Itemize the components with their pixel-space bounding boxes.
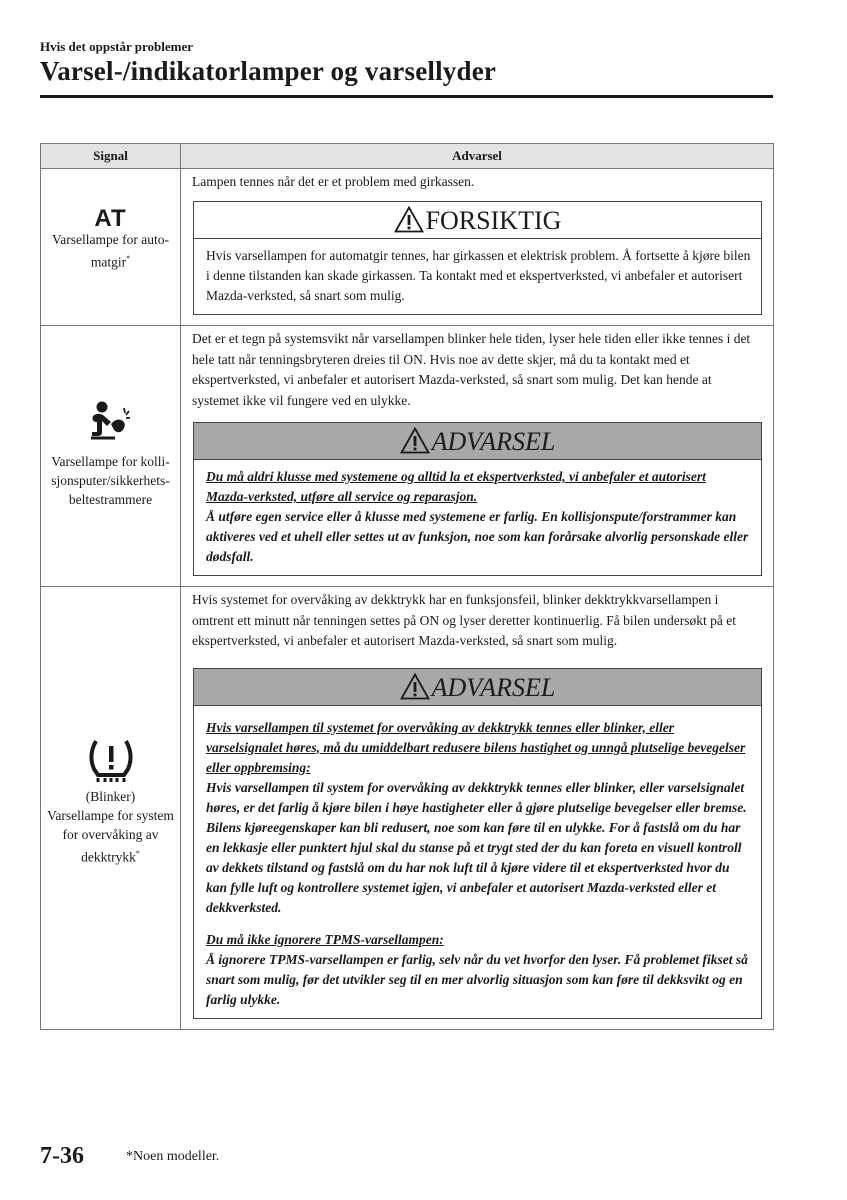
signal-caption: Varsellampe for auto- xyxy=(52,232,169,247)
warning-header xyxy=(194,423,761,460)
signal-caption: Varsellampe for system xyxy=(47,808,174,823)
warning-cell xyxy=(181,587,774,1030)
caution-header xyxy=(194,202,761,239)
signal-cell xyxy=(41,587,181,1030)
page-title: Varsel-/indikatorlamper og varsellyder xyxy=(40,56,497,86)
signal-caption: sjonsputer/sikkerhets- xyxy=(51,473,170,488)
warning-cell xyxy=(181,169,774,326)
signal-caption: Varsellampe for kolli- xyxy=(51,454,170,469)
tire-pressure-warning-icon xyxy=(41,737,180,787)
warning-text: Det er et tegn på systemsvikt når varsellampen blinker hele tiden, lyser hele tiden eller ikke tennes i det hele tatt når tenningsbryteren dreies til ON. Hvis noe av dette skjer, må du ta kontakt med et ekspertverksted, vi anbefaler et autorisert Mazda-verksted, så snart som mulig. Det kan hende at systemet ikke vil fungere ved en ulykke. xyxy=(192,331,751,408)
warning-text: Lampen tennes når det er et problem med girkassen. xyxy=(192,174,475,189)
warning-box xyxy=(193,668,762,1019)
signal-caption: beltestrammere xyxy=(68,492,153,507)
warning-title: ADVARSEL xyxy=(431,427,556,456)
title-rule xyxy=(40,95,773,98)
signal-caption: matgir xyxy=(90,254,127,270)
section-label: Hvis det oppstår problemer xyxy=(40,39,193,54)
warning-body xyxy=(194,706,761,1018)
column-header-signal: Signal xyxy=(41,144,181,169)
signal-cell xyxy=(41,326,181,587)
warning-cell xyxy=(181,326,774,587)
caution-body: Hvis varsellampen for automatgir tennes, har girkassen et elektrisk problem. Å fortsette å kjøre bilen i denne tilstanden kan skade girkassen. Ta kontakt med et ekspertverksted, vi anbefaler et autorisert Mazda-verksted, så snart som mulig. xyxy=(206,247,751,303)
table-row xyxy=(41,587,774,1030)
warning-table xyxy=(40,143,774,1030)
warning-lead: Du må aldri klusse med systemene og alltid la et ekspertverksted, vi anbefaler et autorisert Mazda-verksted, utføre all service og reparasjon. xyxy=(206,469,706,504)
warning-title: ADVARSEL xyxy=(431,672,556,702)
warning-triangle-icon xyxy=(400,427,430,464)
table-row xyxy=(41,326,774,587)
caution-box xyxy=(193,201,762,315)
column-header-warning: Advarsel xyxy=(181,144,774,169)
airbag-warning-icon xyxy=(41,400,180,448)
warning-detail: Hvis varsellampen til system for overvåking av dekktrykk tennes eller blinker, eller varselsignalet høres, er det farlig å kjøre bilen i høye hastigheter eller å gjøre plutselige bevegelser eller bremse. Bilens kjøreegenskaper kan bli redusert, noe som kan føre til en ulykke. For å fastslå om du har en lekkasje eller punktert hjul skal du stanse på et trygt sted der du kan foreta en visuell kontroll av dekkets tilstand og fastslå om du har nok luft til å kjøre videre til et ekspertverksted hvor du kan fylle luft og kontrollere systemet igjen, vi anbefaler et autorisert Mazda-verksted eller et dekkverksted. xyxy=(206,779,747,915)
table-row xyxy=(41,169,774,326)
warning-triangle-icon xyxy=(394,206,424,243)
warning-lead: Du må ikke ignorere TPMS-varsellampen: xyxy=(206,931,444,947)
warning-detail: Å utføre egen service eller å klusse med systemene er farlig. En kollisjonspute/forstrammer kan aktiveres ved et uhell eller settes ut av funksjon, noe som kan forårsake alvorlig personskade eller dødsfall. xyxy=(206,509,749,564)
footnote-marker: * xyxy=(126,254,131,263)
warning-box xyxy=(193,422,762,576)
caution-title: FORSIKTIG xyxy=(425,205,562,235)
warning-text: Hvis systemet for overvåking av dekktrykk har en funksjonsfeil, blinker dekktrykkvarsellampen i omtrent ett minutt når tenningen settes på ON og lyser deretter kontinuerlig. Få bilen undersøkt på et ekspertverksted, vi anbefaler et autorisert Mazda-verksted, så snart som mulig. xyxy=(192,592,736,648)
at-warning-symbol: AT xyxy=(94,205,127,232)
warning-lead: Hvis varsellampen til systemet for overvåking av dekktrykk tennes eller blinker, eller varselsignalet høres, må du umiddelbart redusere bilens hastighet og unngå plutselige bevegelser eller oppbremsing: xyxy=(206,719,746,775)
warning-detail: Å ignorere TPMS-varsellampen er farlig, selv når du vet hvorfor den lyser. Få problemet fikset så snart som mulig, før det utvikler seg til en mer alvorlig situasjon som kan føre til dekksvikt og en farlig ulykke. xyxy=(206,951,748,1007)
page-number: 7-36 xyxy=(40,1143,84,1169)
warning-header xyxy=(194,669,761,706)
signal-caption: (Blinker) xyxy=(85,789,136,804)
warning-triangle-icon xyxy=(400,673,430,710)
footnote: *Noen modeller. xyxy=(126,1149,220,1164)
table-header-row xyxy=(41,144,774,169)
signal-caption: for overvåking av xyxy=(62,827,159,842)
signal-cell xyxy=(41,169,181,326)
footnote-marker: * xyxy=(135,849,140,858)
warning-body xyxy=(194,460,761,575)
signal-caption: dekktrykk xyxy=(81,849,136,865)
